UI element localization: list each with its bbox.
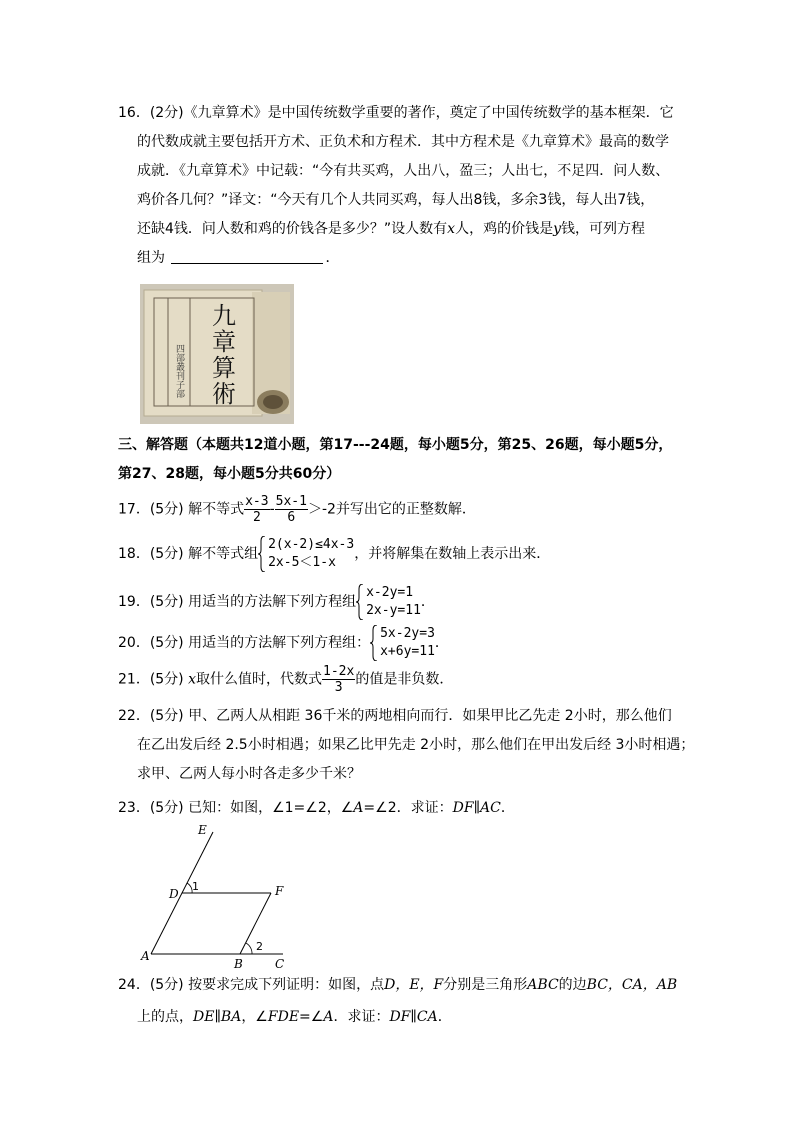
q20-line [118, 625, 449, 661]
q22-line-2: 在乙出发后经 2.5小时相遇；如果乙比甲先走 2小时，那么他们在甲出发后经 3小时相遇； [137, 737, 695, 753]
brace-icon [370, 625, 378, 661]
q16-line-5-c: 钱，可列方程 [561, 221, 645, 237]
q17-fraction-2 [275, 494, 308, 525]
q17-prefix: 17．(5分) 解不等式 [118, 501, 245, 518]
book-title-char-2: 章 [212, 328, 236, 356]
q24-line-1 [118, 975, 677, 995]
brace-icon [258, 536, 266, 572]
q23-conclusion: DF∥AC [452, 800, 501, 816]
q21-line [118, 664, 453, 695]
q24-l2-i: ． [437, 1009, 452, 1025]
label-d: D [169, 887, 179, 901]
q24-l2-c: ，∠ [241, 1009, 268, 1025]
q17-relation: ＞-2 [307, 501, 336, 518]
q24-l1-b: D，E，F [384, 977, 444, 993]
q18-system [258, 536, 354, 572]
q17-frac2-den: 6 [287, 510, 296, 525]
q24-l1-a: 24．(5分) 按要求完成下列证明：如图，点 [118, 977, 385, 993]
q20-prefix: 20．(5分) 用适当的方法解下列方程组： [118, 635, 371, 651]
q19-line [118, 584, 435, 620]
label-b: B [234, 957, 243, 970]
label-e: E [198, 823, 207, 837]
q19-system [356, 584, 421, 620]
q16-line-5 [137, 219, 645, 239]
q24-l1-f: BC，CA，AB [586, 977, 678, 993]
jiuzhang-suanshu-book-image [140, 284, 294, 424]
q23-mid: =∠2．求证： [363, 800, 453, 816]
q20-eq-1: 5x-2y=3 [380, 626, 435, 641]
q21-frac-den: 3 [334, 680, 343, 695]
q19-eq-2: 2x-y=11 [366, 603, 421, 618]
q20-suffix: ． [434, 635, 449, 651]
q18-suffix: ，并将解集在数轴上表示出来． [354, 546, 551, 562]
q22-line-1: 22．(5分) 甲、乙两人从相距 36千米的两地相向而行．如果甲比乙先走 2小时，那么他们 [118, 708, 672, 724]
q23-prefix: 23．(5分) 已知：如图，∠1=∠2，∠ [118, 800, 354, 816]
brace-icon [356, 584, 364, 620]
label-c: C [275, 957, 285, 970]
q24-l2-f: A [323, 1009, 334, 1025]
q21-prefix: 21．(5分) [118, 671, 184, 688]
q18-eq-2: 2x-5＜1-x [268, 555, 336, 570]
q16-line-4: 鸡价各几何？”译文：“今天有几个人共同买鸡，每人出8钱，多余3钱，每人出7钱， [137, 192, 655, 208]
q18-prefix: 18．(5分) 解不等式组 [118, 546, 259, 562]
label-a: A [141, 949, 150, 963]
q17-frac1-den: 2 [252, 510, 261, 525]
q24-l1-e: 的边 [558, 977, 587, 993]
q16-line-3: 成就．《九章算术》中记载：“今有共买鸡，人出八，盈三；人出七，不足四．问人数、 [137, 163, 670, 179]
q24-l2-a: 上的点， [137, 1009, 193, 1025]
q16-line-6-b: ． [325, 250, 340, 266]
q20-eq-2: x+6y=11 [380, 644, 435, 659]
book-title-char-4: 術 [212, 380, 236, 408]
q16-answer-blank[interactable] [171, 249, 323, 264]
q23-suffix: ． [500, 800, 515, 816]
q19-eq-1: x-2y=1 [366, 585, 414, 600]
q17-minus: - [269, 501, 275, 518]
q24-line-2 [137, 1007, 452, 1027]
q23-line [118, 798, 515, 818]
q24-l1-d: ABC [527, 977, 559, 993]
q16-line-5-b: 人，鸡的价钱是 [455, 221, 554, 237]
q24-l2-d: FDE [267, 1009, 300, 1025]
q18-line [118, 536, 550, 572]
book-title-char-3: 算 [212, 354, 236, 382]
q24-l2-g: ．求证： [333, 1009, 390, 1025]
q24-l1-c: 分别是三角形 [443, 977, 528, 993]
q17-frac2-num: 5x-1 [275, 494, 307, 509]
q16-line-2: 的代数成就主要包括开方术、正负术和方程术．其中方程术是《九章算术》最高的数学 [137, 134, 669, 150]
q21-fraction [322, 664, 355, 695]
q21-var-x: x [188, 671, 197, 688]
q17-fraction-1 [244, 494, 269, 525]
q20-system [370, 625, 435, 661]
q22-line-3: 求甲、乙两人每小时各走多少千米？ [137, 766, 361, 782]
book-title-char-1: 九 [212, 302, 236, 330]
q16-line-5-a: 还缺4钱．问人数和鸡的价钱各是多少？”设人数有 [137, 221, 448, 237]
label-angle-2: 2 [256, 940, 263, 953]
section-3-heading-line-1: 三、解答题（本题共12道小题，第17---24题，每小题5分，第25、26题，每小题5分， [118, 437, 673, 453]
angle-2-arc [246, 943, 252, 954]
q16-line-6-a: 组为 [137, 250, 165, 266]
section-3-heading-line-2: 第27、28题，每小题5分共60分） [118, 466, 341, 482]
q24-l2-e: =∠ [299, 1009, 324, 1025]
q17-suffix: 并写出它的正整数解． [335, 501, 476, 518]
q16-line-1: 16．(2分)《九章算术》是中国传统数学重要的著作，奠定了中国传统数学的基本框架．它 [118, 105, 674, 121]
q24-l2-h: DF∥CA [389, 1009, 438, 1025]
q16-var-x: x [447, 221, 456, 237]
q24-l2-b: DE∥BA [193, 1009, 242, 1025]
q21-suffix: 的值是非负数． [355, 671, 454, 688]
label-angle-1: 1 [192, 880, 199, 893]
q17-line [118, 494, 476, 525]
label-f: F [275, 884, 284, 898]
q19-prefix: 19．(5分) 用适当的方法解下列方程组 [118, 594, 357, 610]
q23-geometry-figure [138, 822, 298, 970]
q23-var-a: A [353, 800, 364, 816]
q18-eq-1: 2(x-2)≤4x-3 [268, 537, 355, 552]
q17-frac1-num: x-3 [245, 494, 269, 509]
book-side-text: 四部叢刊子部 [174, 344, 184, 398]
q21-frac-num: 1-2x [323, 664, 355, 679]
q21-mid: 取什么值时，代数式 [196, 671, 323, 688]
q19-suffix: ． [420, 594, 435, 610]
q16-var-y: y [553, 221, 561, 237]
q16-line-6 [137, 248, 339, 268]
